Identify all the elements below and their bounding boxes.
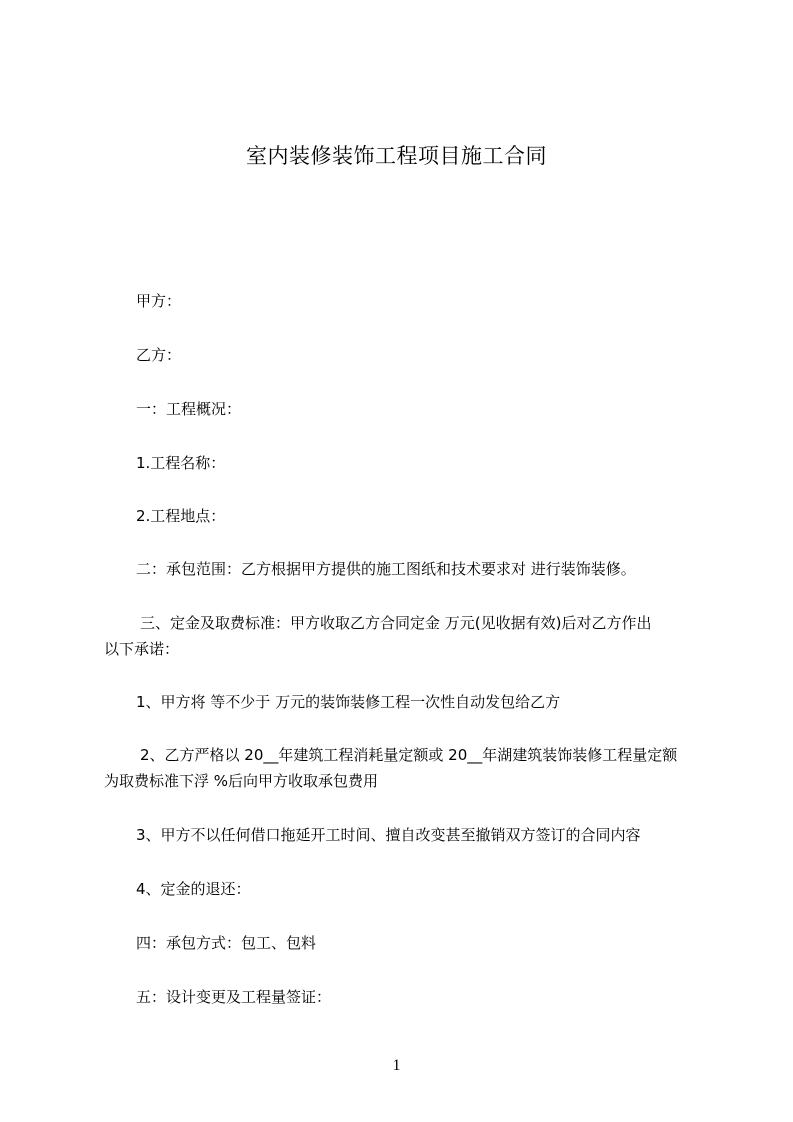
page-number: 1 bbox=[392, 1057, 401, 1074]
party-b-label: 乙方： bbox=[136, 346, 182, 364]
project-location-field: 2.工程地点： bbox=[136, 507, 226, 525]
project-name-field: 1.工程名称： bbox=[136, 454, 226, 472]
contract-title: 室内装修装饰工程项目施工合同 bbox=[246, 144, 547, 168]
section-3-line-2: 以下承诺： bbox=[104, 640, 180, 658]
party-a-label: 甲方： bbox=[136, 292, 182, 310]
item-3-2-line-2: 为取费标准下浮 %后向甲方收取承包费用 bbox=[104, 772, 379, 790]
section-5-heading: 五：设计变更及工程量签证： bbox=[136, 988, 332, 1006]
section-4-paragraph: 四：承包方式：包工、包料 bbox=[136, 934, 317, 952]
item-3-1: 1、甲方将 等不少于 万元的装饰装修工程一次性自动发包给乙方 bbox=[136, 693, 561, 711]
item-3-3: 3、甲方不以任何借口拖延开工时间、擅自改变甚至撤销双方签订的合同内容 bbox=[136, 826, 641, 844]
item-3-4: 4、定金的退还： bbox=[136, 880, 251, 898]
item-3-2-line-1: 2、乙方严格以 20__年建筑工程消耗量定额或 20__年湖建筑装饰装修工程量定额 bbox=[140, 746, 678, 764]
section-2-paragraph: 二：承包范围：乙方根据甲方提供的施工图纸和技术要求对 进行装饰装修。 bbox=[136, 560, 636, 578]
section-1-heading: 一：工程概况： bbox=[136, 400, 242, 418]
section-3-line-1: 三、定金及取费标准：甲方收取乙方合同定金 万元(见收据有效)后对乙方作出 bbox=[140, 614, 652, 632]
